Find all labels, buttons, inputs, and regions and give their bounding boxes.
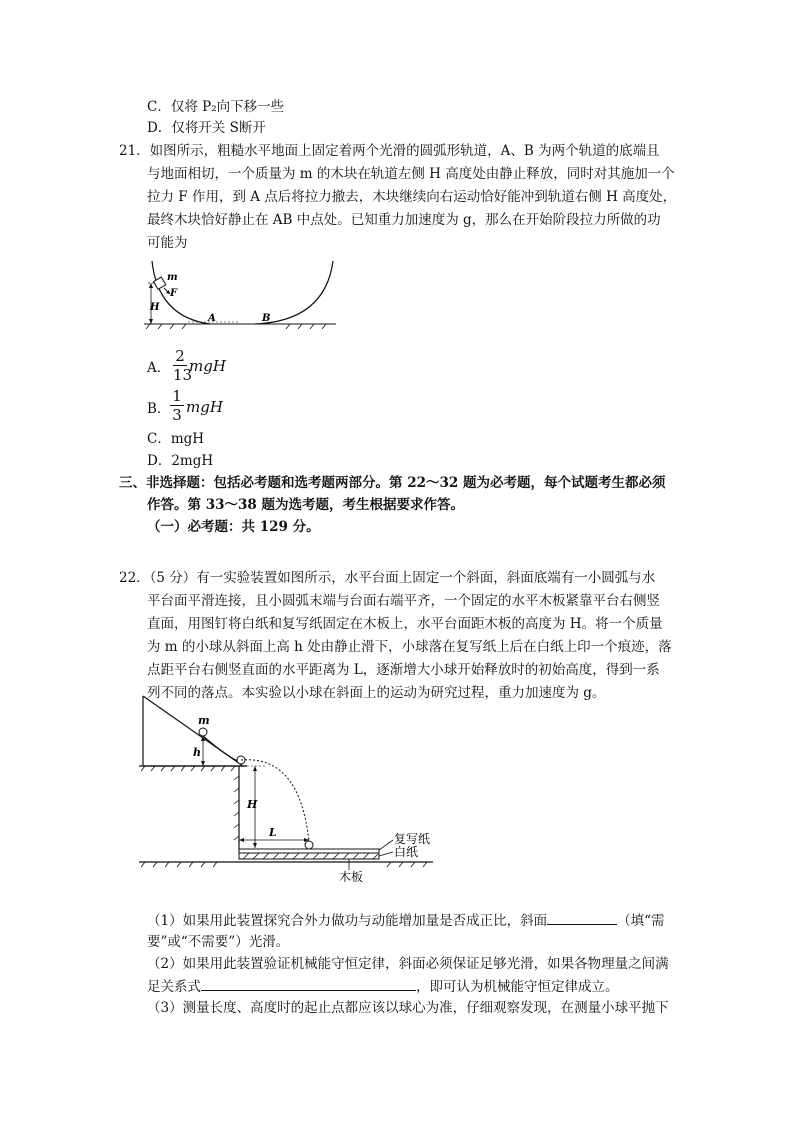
- q22-figure-apparatus: [135, 690, 445, 882]
- q20-option-d: D．仅将开关 S断开: [147, 120, 266, 136]
- q22-stem-line6: 列不同的落点。本实验以小球在斜面上的运动为研究过程，重力加速度为 g。: [147, 685, 606, 701]
- q21-stem-line2: 与地面相切，一个质量为 m 的木块在轨道左侧 H 高度处由静止释放，同时对其施加一个: [147, 166, 675, 182]
- q21-option-a-denominator: 13: [173, 366, 193, 384]
- q21-option-b-numerator: 1: [172, 387, 182, 405]
- q21-option-b-denominator: 3: [172, 406, 182, 424]
- q22-part1-text-b: （填“需: [617, 913, 665, 929]
- q22-label-board: 木板: [339, 870, 364, 882]
- q21-figure-tracks: [140, 255, 340, 333]
- q22-label-white-paper: 白纸: [394, 845, 419, 859]
- q22-part1-blank[interactable]: [547, 910, 617, 925]
- q21-label-A: A: [208, 313, 216, 324]
- q22-stem-line5: 点距平台右侧竖直面的水平距离为 L，逐渐增大小球开始释放时的初始高度，得到一系: [147, 662, 660, 678]
- q22-part1-text-a: （1）如果用此装置探究合外力做功与动能增加量是否成正比，斜面: [147, 913, 548, 929]
- q21-stem-line4: 最终木块恰好静止在 AB 中点处。已知重力加速度为 g，那么在开始阶段拉力所做的功: [147, 212, 661, 228]
- q22-part2-text-c: ，即可认为机械能守恒定律成立。: [416, 979, 619, 995]
- q21-option-b-expression: mgH: [186, 398, 223, 416]
- q22-label-carbon-paper: 复写纸: [394, 832, 431, 846]
- q20-option-c: C．仅将 P₂向下移一些: [147, 99, 285, 115]
- section3-heading-line1: 三、非选择题：包括必考题和选考题两部分。第 22～32 题为必考题，每个试题考生都必须: [119, 475, 666, 491]
- q22-part2-line1: （2）如果用此装置验证机械能守恒定律，斜面必须保证足够光滑，如果各物理量之间满: [147, 956, 669, 972]
- q21-stem-line5: 可能为: [147, 235, 188, 251]
- q21-option-a-numerator: 2: [175, 347, 185, 365]
- q22-stem-line2: 平台面平滑连接，且小圆弧末端与台面右端平齐，一个固定的水平木板紧靠平台右侧竖: [147, 593, 660, 609]
- q21-stem-line3: 拉力 F 作用，到 A 点后将拉力撤去，木块继续向右运动恰好能冲到轨道右侧 H 高度处，: [147, 189, 677, 205]
- q21-label-H: H: [150, 302, 160, 313]
- q22-part3-line1: （3）测量长度、高度时的起止点都应该以球心为准，仔细观察发现，在测量小球平抛下: [147, 1000, 669, 1016]
- q22-stem-line4: 为 m 的小球从斜面上高 h 处由静止滑下，小球落在复写纸上后在白纸上印一个痕迹，落: [147, 639, 672, 655]
- q22-stem-line1: 22．（5 分）有一实验装置如图所示，水平台面上固定一个斜面，斜面底端有一小圆弧与水: [119, 570, 656, 586]
- q21-stem-line1: 21．如图所示，粗糙水平地面上固定着两个光滑的圆弧形轨道，A、B 为两个轨道的底端且: [119, 143, 660, 159]
- q22-part1-text-c: 要”或“不需要”）光滑。: [147, 934, 290, 950]
- q21-option-b-label: B．: [147, 401, 171, 417]
- q21-option-d: D．2mgH: [147, 453, 214, 469]
- q21-option-c: C．mgH: [147, 431, 205, 447]
- q22-part1-line1: [147, 910, 665, 931]
- q22-label-m: m: [198, 714, 210, 727]
- section3-heading-line2: 作答。第 33～38 题为选考题，考生根据要求作答。: [147, 497, 464, 513]
- q21-label-F: F: [170, 288, 178, 299]
- q22-part2-text-b: 足关系式: [147, 979, 201, 995]
- q22-part2-blank[interactable]: [201, 976, 416, 991]
- q21-option-a-expression: mgH: [189, 357, 226, 375]
- q22-stem-line3: 直面，用图钉将白纸和复写纸固定在木板上，水平台面距木板的高度为 H。将一个质量: [147, 616, 663, 632]
- q21-label-B: B: [262, 313, 271, 324]
- q22-part2-line2: [147, 976, 619, 997]
- q22-label-H: H: [247, 798, 258, 811]
- q21-label-m: m: [167, 272, 178, 283]
- q21-option-a-label: A．: [147, 360, 171, 376]
- q22-label-L: L: [269, 826, 277, 839]
- q22-label-h: h: [193, 746, 201, 759]
- section3-subheading: （一）必考题：共 129 分。: [147, 519, 320, 535]
